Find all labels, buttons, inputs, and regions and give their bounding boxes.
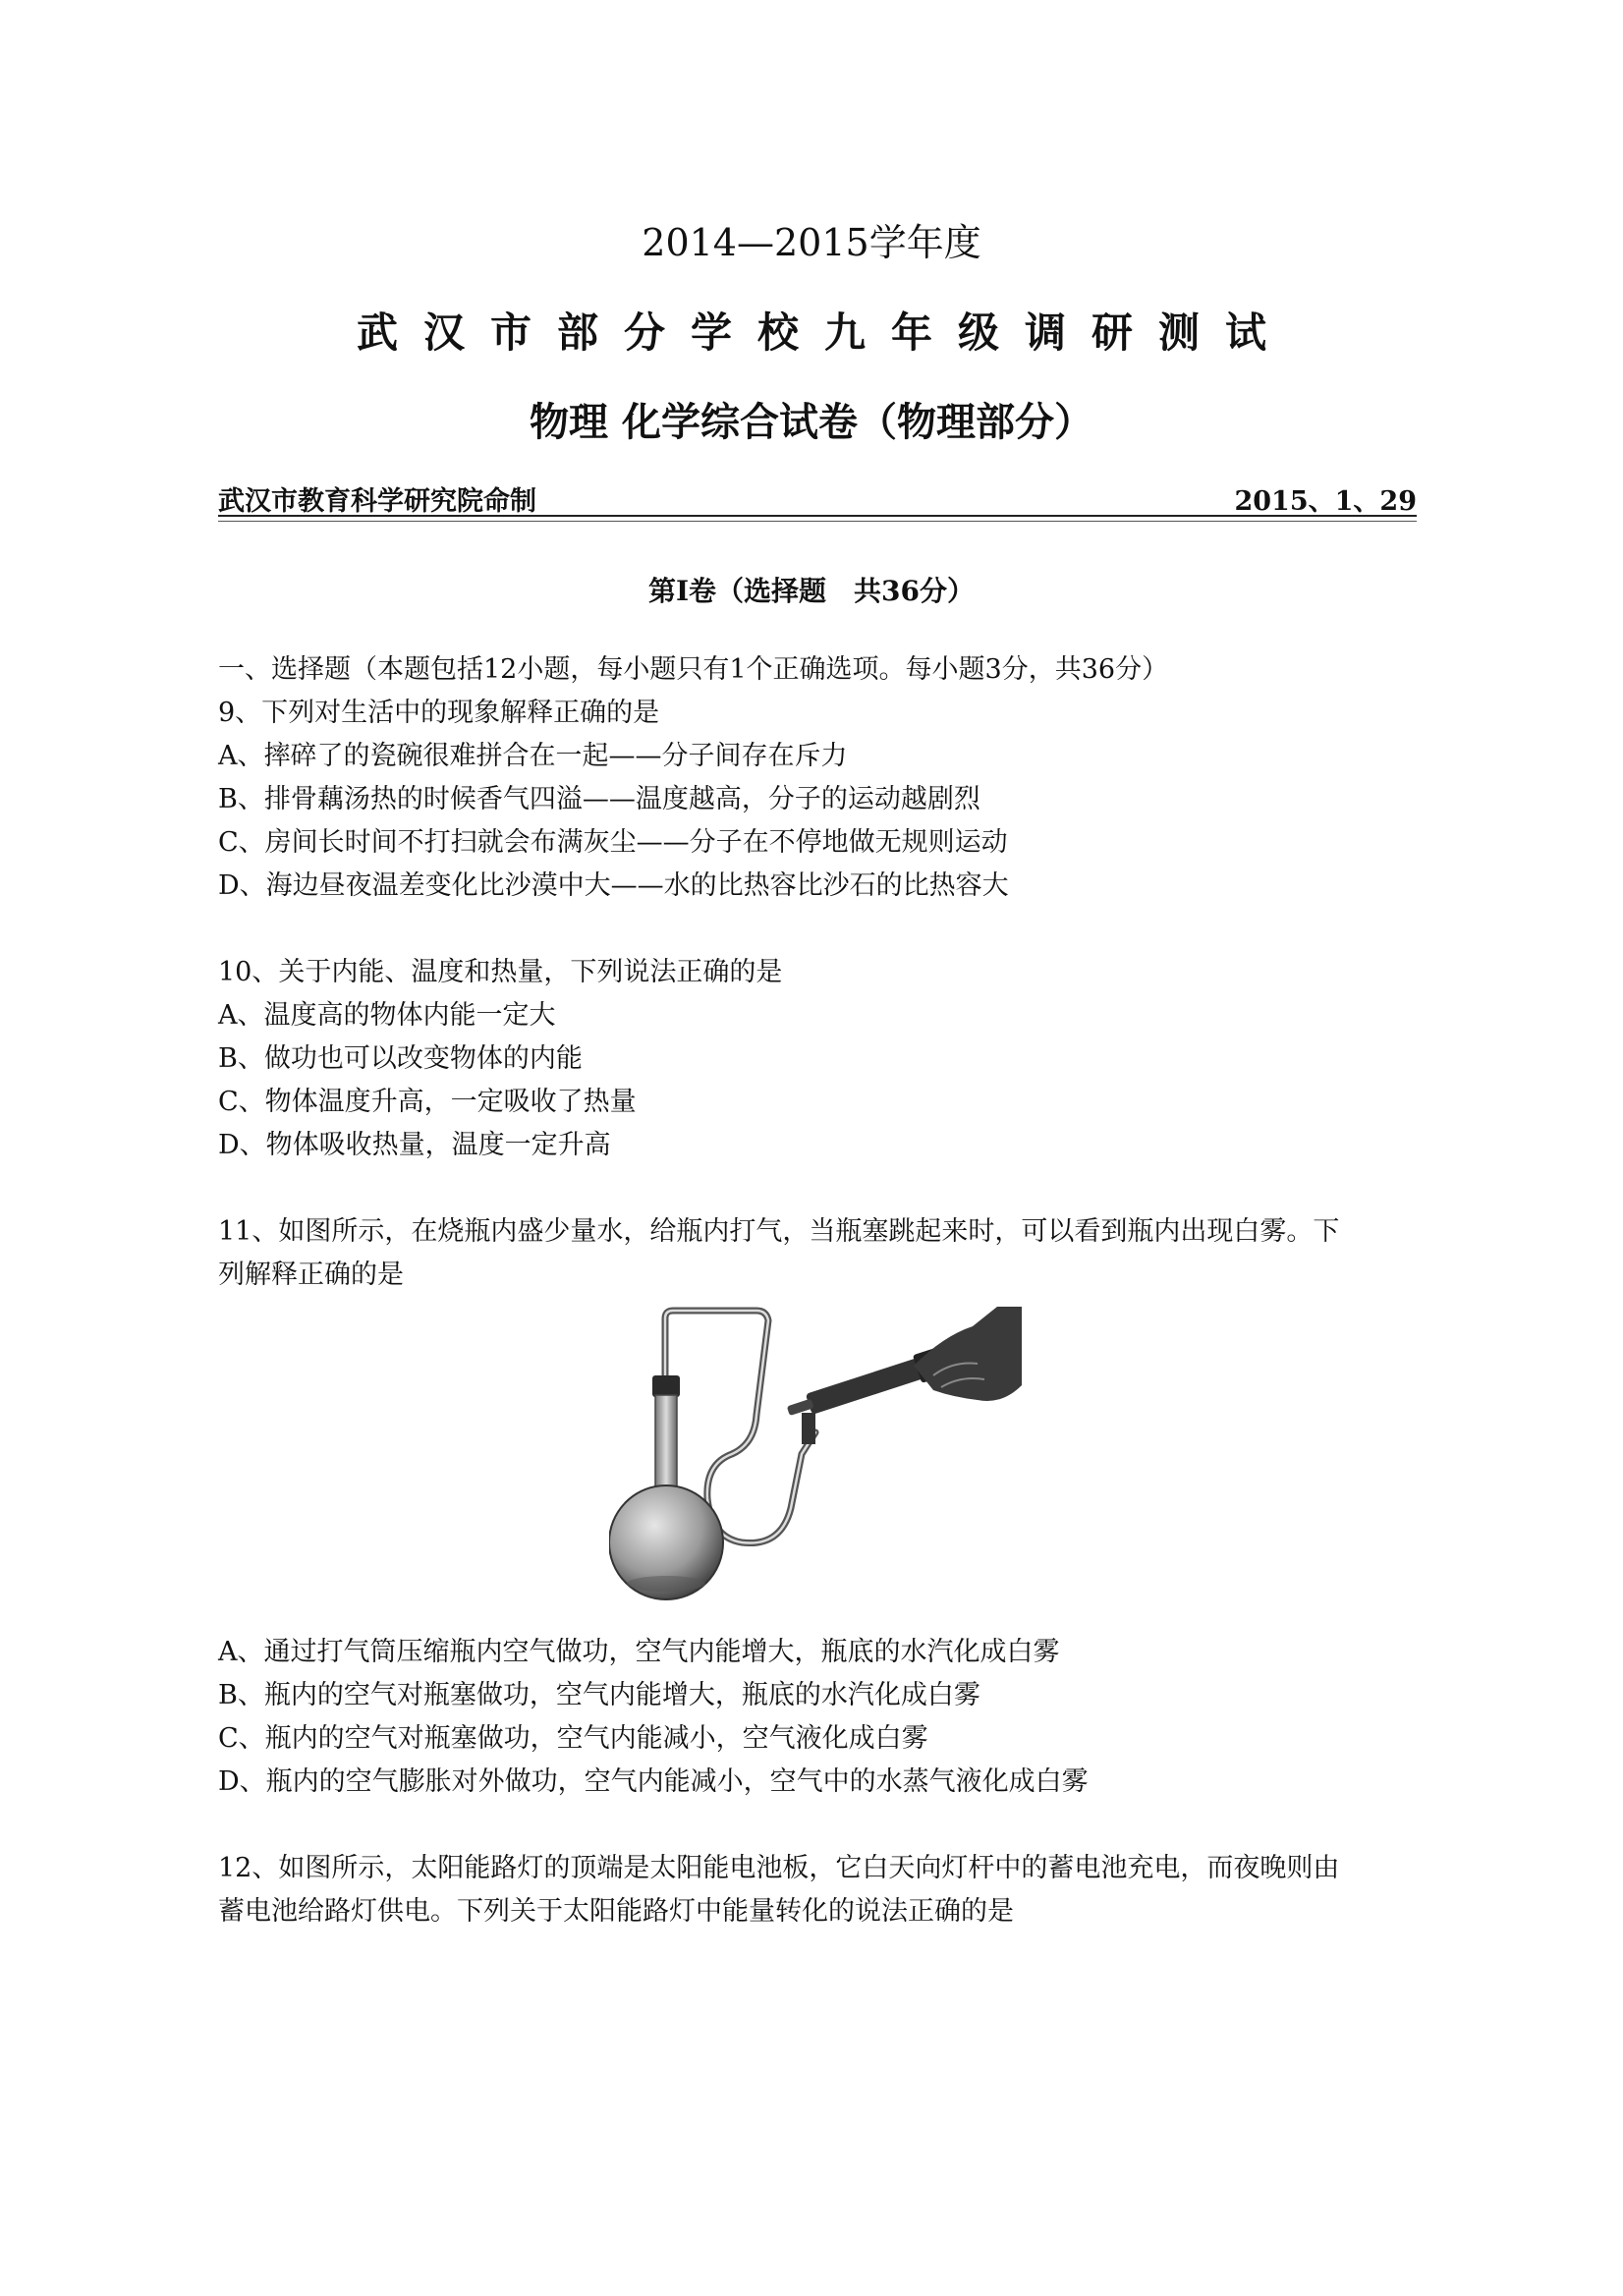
question-12-stem-line-2: 蓄电池给路灯供电。下列关于太阳能路灯中能量转化的说法正确的是 xyxy=(218,1896,1014,1927)
issuer-text: 武汉市教育科学研究院命制 xyxy=(218,486,536,517)
question-9-option-d: D、海边昼夜温差变化比沙漠中大——水的比热容比沙石的比热容大 xyxy=(218,870,1009,901)
section-instruction: 一、选择题（本题包括12小题，每小题只有1个正确选项。每小题3分，共36分） xyxy=(218,654,1169,685)
question-11-option-a: A、通过打气筒压缩瓶内空气做功，空气内能增大，瓶底的水汽化成白雾 xyxy=(218,1637,1060,1667)
flask-pump-illustration xyxy=(609,1307,1022,1619)
flask-pump-figure xyxy=(609,1307,1022,1619)
question-10-option-b: B、做功也可以改变物体的内能 xyxy=(218,1043,583,1074)
question-10-option-d: D、物体吸收热量，温度一定升高 xyxy=(218,1130,611,1160)
question-11-stem-line-1: 11、如图所示，在烧瓶内盛少量水，给瓶内打气，当瓶塞跳起来时，可以看到瓶内出现白雾。下 xyxy=(218,1216,1340,1247)
question-11-option-b: B、瓶内的空气对瓶塞做功，空气内能增大，瓶底的水汽化成白雾 xyxy=(218,1680,980,1710)
section-title: 第Ⅰ卷（选择题 共36分） xyxy=(647,575,976,607)
question-9-option-c: C、房间长时间不打扫就会布满灰尘——分子在不停地做无规则运动 xyxy=(218,827,1008,858)
issuer-row xyxy=(218,479,1417,517)
question-11-option-c: C、瓶内的空气对瓶塞做功，空气内能减小，空气液化成白雾 xyxy=(218,1723,928,1754)
exam-year-title: 2014—2015学年度 xyxy=(642,221,981,264)
question-12-stem-line-1: 12、如图所示，太阳能路灯的顶端是太阳能电池板，它白天向灯杆中的蓄电池充电，而夜晚则由 xyxy=(218,1853,1340,1883)
question-10-option-a: A、温度高的物体内能一定大 xyxy=(218,1000,556,1031)
question-10-option-c: C、物体温度升高，一定吸收了热量 xyxy=(218,1087,637,1117)
exam-subject-title: 物理 化学综合试卷（物理部分） xyxy=(530,399,1093,445)
question-10-stem: 10、关于内能、温度和热量，下列说法正确的是 xyxy=(218,957,783,987)
question-11-option-d: D、瓶内的空气膨胀对外做功，空气内能减小，空气中的水蒸气液化成白雾 xyxy=(218,1766,1089,1797)
question-11-stem-line-2: 列解释正确的是 xyxy=(218,1260,404,1290)
header-divider xyxy=(218,521,1417,522)
question-9-stem: 9、下列对生活中的现象解释正确的是 xyxy=(218,698,660,728)
question-9-option-a: A、摔碎了的瓷碗很难拼合在一起——分子间存在斥力 xyxy=(218,741,848,771)
exam-school-title: 武汉市部分学校九年级调研测试 xyxy=(356,308,1292,357)
exam-date: 2015、1、29 xyxy=(1234,486,1417,517)
question-9-option-b: B、排骨藕汤热的时候香气四溢——温度越高，分子的运动越剧烈 xyxy=(218,784,980,814)
